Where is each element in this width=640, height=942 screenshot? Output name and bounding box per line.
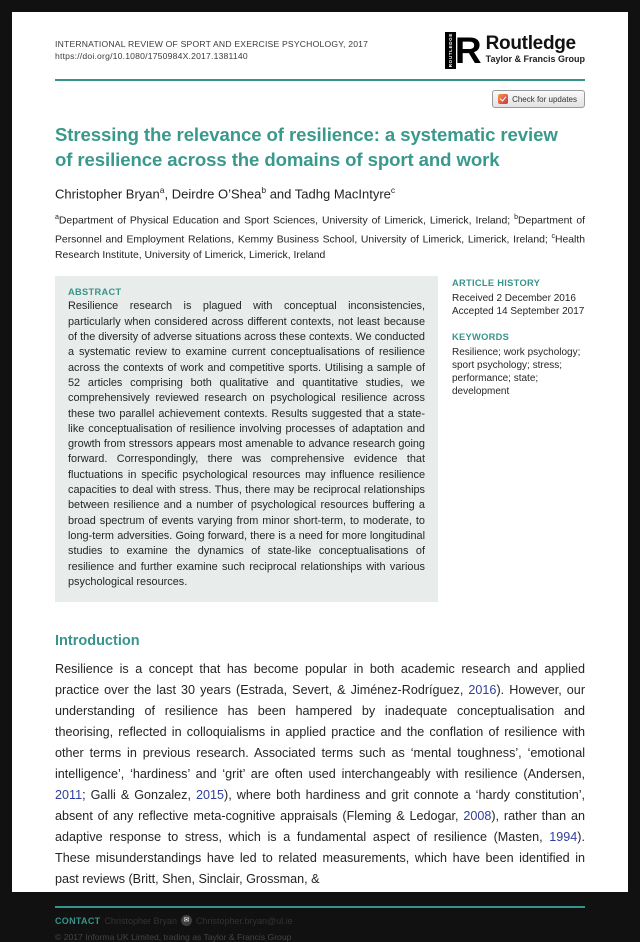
author-name: Christopher Bryan	[55, 186, 160, 202]
article-meta-column	[452, 276, 585, 602]
paragraph-text: ), where both hardiness and grit connote a ‘hardy constitution’, absent of any reflective meta-cognitive appraisals (Fleming & Ledogar,	[55, 788, 586, 824]
contact-name: Christopher Bryan	[104, 915, 177, 926]
check-for-updates-label: Check for updates	[512, 94, 577, 104]
author-affiliation-mark: b	[261, 185, 267, 195]
author-line	[55, 185, 585, 201]
author-separator: and	[266, 186, 295, 202]
affiliations	[55, 210, 585, 263]
citation-link[interactable]: 1994	[549, 830, 578, 845]
affiliation-mark: c	[551, 233, 555, 241]
crossmark-icon	[498, 94, 508, 104]
paragraph-text: ). These misunderstandings have led to related measurements, which have been identified in past reviews (Britt, Shen, Sinclair, Grossman, &	[55, 830, 585, 887]
accepted-date: Accepted 14 September 2017	[452, 306, 585, 318]
contact-label: CONTACT	[55, 915, 101, 926]
footer-divider	[55, 906, 585, 908]
paragraph-text: Resilience is a concept that has become popular in both academic research and applied practice over the last 30 years (Estrada, Severt, & Jiménez-Rodríguez,	[55, 662, 585, 698]
abstract-text: Resilience research is plagued with conceptual inconsistencies, particularly when considered across different contexts, not least because of the diversity of adverse situations across these contexts. We conducted a systematic review to examine current conceptualisations of resilience across the contexts of work and competitive sports. Utilising a sample of 52 articles comprising both qualitative and quantitative studies, we comprehensively reviewed research on psychological resilience across these two parallel achievement contexts. Results suggested that a state-like conceptualisation of resilience involving processes of adaptation and growth from stressors appears most amenable to advance research going forward. Correspondingly, there was comprehensive evidence that fluctuations in specific psychological resources may influence resilience capacities to deal with stress. Thus, there may be reciprocal relationships between resilience and a number of psychological resources buffering a broad spectrum of events varying from minor short-term, to moderate, to long-term adversities. Going forward, there is a need for more longitudinal studies to examine the dynamics of state-like conceptualisations of resilience and further examine such reciprocal relationships with various psychological resources.	[68, 300, 425, 588]
article-title-line-2: of resilience across the domains of sport and work	[55, 148, 500, 170]
author-name: Deirdre O’Shea	[171, 186, 262, 202]
citation-link[interactable]: 2008	[463, 809, 492, 824]
affiliation-mark: b	[514, 214, 519, 222]
introduction-heading: Introduction	[55, 633, 140, 650]
author-affiliation-mark: a	[159, 185, 165, 195]
journal-meta	[55, 38, 368, 62]
publisher-name: Routledge	[485, 33, 576, 54]
badge-row	[55, 90, 585, 108]
paragraph-text: ). However, our understanding of resilience has been hampered by inadequate conceptualisation and theorising, reflected in colloquialisms in applied practice and the conflation of resilience with other terms in previous research. Associated terms such as ‘mental toughness’, ‘emotional intelligence’, ‘hardiness’ and ‘grit’ are often used interchangeably with resilience (Andersen,	[55, 683, 586, 782]
abstract-section	[55, 276, 585, 602]
header-divider	[55, 79, 585, 81]
article-title-line-1: Stressing the relevance of resilience: a systematic review	[55, 124, 558, 145]
article-title	[55, 123, 585, 172]
check-for-updates-button[interactable]	[492, 90, 585, 108]
affiliation-text: Department of Personnel and Employment Relations, Kemmy Business School, University of Limerick, Limerick, Ireland;	[55, 215, 585, 246]
paragraph-text: ; Galli & Gonzalez,	[82, 788, 196, 803]
routledge-vertical-text: ROUTLEDGE	[447, 33, 453, 68]
author-separator: ,	[164, 186, 172, 202]
abstract-box	[55, 276, 438, 602]
masthead	[55, 30, 585, 71]
affiliation-text: Department of Physical Education and Sport Sciences, University of Limerick, Limerick, Ireland;	[58, 215, 515, 227]
paragraph-text: ), rather than an adaptive response to stress, which is a fundamental aspect of resilience (Masten,	[55, 809, 586, 845]
introduction-paragraph	[55, 659, 585, 890]
affiliation-text: Health Research Institute, University of Limerick, Limerick, Ireland	[55, 234, 585, 262]
author-name: Tadhg MacIntyre	[294, 186, 391, 202]
contact-line	[55, 915, 585, 926]
received-date: Received 2 December 2016	[452, 293, 576, 305]
document-page	[12, 12, 628, 942]
journal-title: INTERNATIONAL REVIEW OF SPORT AND EXERCISE PSYCHOLOGY, 2017	[55, 39, 369, 49]
abstract-label: ABSTRACT	[68, 287, 122, 298]
keywords-label: KEYWORDS	[452, 332, 510, 343]
citation-link[interactable]: 2016	[468, 683, 497, 698]
publisher-group: Taylor & Francis Group	[485, 54, 585, 64]
author-affiliation-mark: c	[390, 185, 396, 195]
keywords-list: Resilience; work psychology; sport psychology; stress; performance; state; development	[452, 347, 581, 398]
copyright-line: © 2017 Informa UK Limited, trading as Taylor & Francis Group	[55, 932, 292, 942]
affiliation-mark: a	[55, 214, 59, 222]
article-history-label: ARTICLE HISTORY	[452, 278, 541, 289]
envelope-icon: ✉	[181, 915, 192, 926]
routledge-r-glyph: R	[454, 30, 481, 71]
citation-link[interactable]: 2015	[196, 788, 225, 803]
citation-link[interactable]: 2011	[55, 788, 83, 803]
publisher-wordmark	[486, 34, 585, 65]
doi-link[interactable]: https://doi.org/10.1080/1750984X.2017.1381140	[55, 51, 248, 61]
contact-email-link[interactable]: Christopher.bryan@ul.ie	[195, 915, 293, 926]
routledge-logo	[445, 32, 585, 69]
